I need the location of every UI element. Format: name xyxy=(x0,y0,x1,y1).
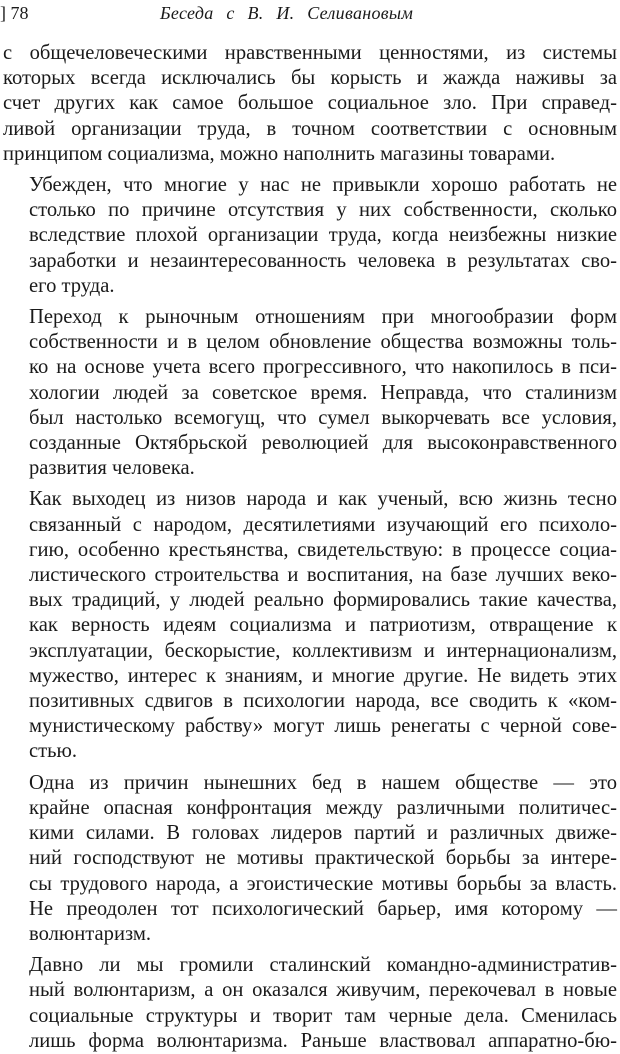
text-line: гию, особенно крестьянства, свидетельствую: в процессе социа- xyxy=(29,538,617,561)
text-line: сы трудового народа, а эгоистические мотивы борьбы за власть. xyxy=(29,872,617,895)
text-line: как верность идеям социализма и патриотизм, отвращение к xyxy=(29,614,617,637)
text-line: заработки и незаинтересованность человека в результатах сво- xyxy=(29,249,617,272)
text-line: хологии людей за советское время. Неправда, что сталинизм xyxy=(29,381,617,404)
text-line: был настолько всемогущ, что сумел выкорчевать все условия, xyxy=(29,406,617,429)
text-line: принципом социализма, можно наполнить магазины товарами. xyxy=(3,142,556,165)
text-line: с общечеловеческими нравственными ценностями, из системы xyxy=(3,42,617,64)
text-line: мунистическому рабству» могут лишь ренегаты с черной сове- xyxy=(29,715,617,738)
text-line: стью. xyxy=(29,740,78,763)
text-line: кими силами. В головах лидеров партий и различных движе- xyxy=(29,822,617,845)
text-line: счет других как самое большое социальное зло. При справед- xyxy=(3,92,617,115)
text-line: вследствие плохой организации труда, когда неизбежны низкие xyxy=(29,224,617,247)
text-line: Одна из причин нынешних бед в нашем обществе — это xyxy=(29,771,617,794)
text-line: созданные Октябрьской революцией для высоконравственного xyxy=(29,432,617,455)
text-line: лишь форма волюнтаризма. Раньше властвовал аппаратно-бю- xyxy=(29,1029,617,1052)
text-line: вых традиций, у людей реально формировались такие качества, xyxy=(29,589,617,612)
text-line: ливой организации труда, в точном соответствии с основным xyxy=(3,117,617,140)
paragraph xyxy=(3,771,617,947)
text-line: листического строительства и воспитания, на базе лучших веко- xyxy=(29,564,617,587)
paragraph xyxy=(3,173,617,299)
text-line: Переход к рыночным отношениям при многообразии форм xyxy=(29,306,617,329)
text-line: мужество, интерес к знаниям, и многие другие. Не видеть этих xyxy=(29,664,617,687)
text-line: позитивных сдвигов в психологии народа, все сводить к «ком- xyxy=(29,690,617,713)
text-line: Убежден, что многие у нас не привыкли хорошо работать не xyxy=(29,174,617,197)
page-number: ] 78 xyxy=(0,3,29,23)
text-line: которых всегда исключались бы корысть и жажда наживы за xyxy=(3,67,617,90)
text-line: эксплуатации, бескорыстие, коллективизм и интернационализм, xyxy=(29,639,617,662)
text-line: волюнтаризм. xyxy=(29,922,152,945)
text-line: Как выходец из низов народа и как ученый, всю жизнь тесно xyxy=(29,488,617,511)
text-line: Не преодолен тот психологический барьер, имя которому — xyxy=(29,897,617,920)
text-line: социальные структуры и творит там черные дела. Сменилась xyxy=(29,1004,617,1027)
paragraph xyxy=(3,41,617,167)
text-line: собственности и в целом обновление общества возможны толь- xyxy=(29,331,617,354)
text-line: его труда. xyxy=(29,274,115,297)
text-line: развития человека. xyxy=(29,457,195,480)
paragraph xyxy=(3,953,617,1054)
running-head-title: Беседа с В. И. Селивановым xyxy=(160,3,414,23)
text-line: столько по причине отсутствия у них собственности, сколько xyxy=(29,199,617,222)
text-line: Давно ли мы громили сталинский командно-административ- xyxy=(29,954,617,977)
text-line: ко на основе учета всего прогрессивного, что накопилось в пси- xyxy=(29,356,617,379)
text-line: ный волюнтаризм, а он оказался живучим, перекочевал в новые xyxy=(29,979,617,1002)
text-line: крайне опасная конфронтация между различными политичес- xyxy=(29,796,617,819)
body-text xyxy=(3,41,617,1054)
paragraph xyxy=(3,305,617,481)
text-line: ний господствуют не мотивы практической борьбы за интере- xyxy=(29,847,617,870)
running-head xyxy=(0,0,620,26)
paragraph xyxy=(3,487,617,764)
text-line: связанный с народом, десятилетиями изучающий его психоло- xyxy=(29,513,617,536)
